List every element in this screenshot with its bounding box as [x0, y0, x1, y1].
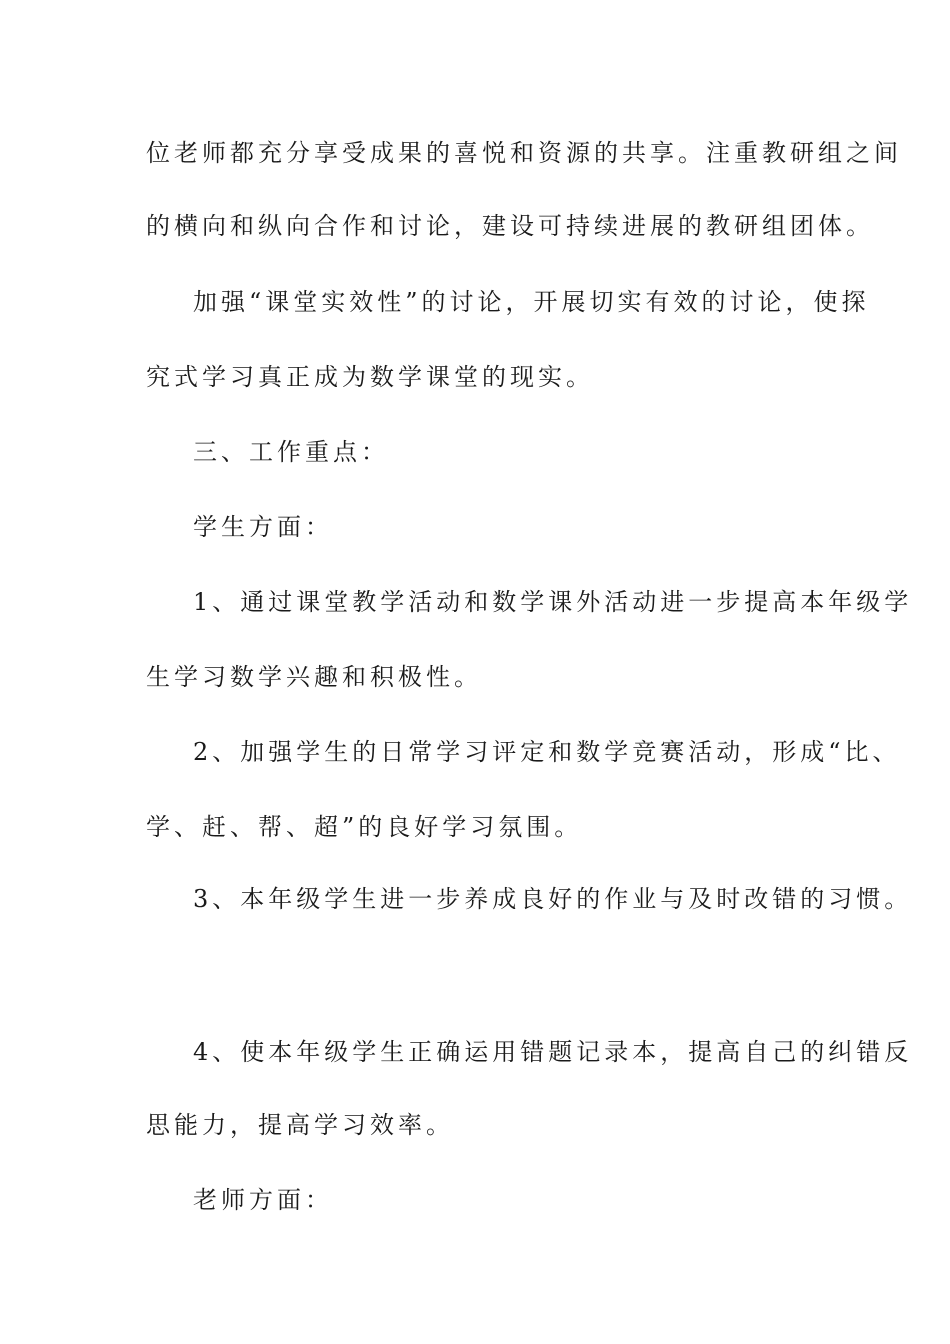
section-heading: 三、工作重点：: [193, 438, 389, 466]
list-item-1-line-1: 1、通过课堂教学活动和数学课外活动进一步提高本年级学: [193, 588, 913, 616]
list-item-2-line-2: 学、赶、帮、超”的良好学习氛围。: [146, 813, 583, 841]
list-item-4-line-1: 4、使本年级学生正确运用错题记录本，提高自己的纠错反: [193, 1038, 913, 1066]
text-line-3: 加强“课堂实效性”的讨论，开展切实有效的讨论，使探: [193, 288, 870, 316]
text-line-4: 究式学习真正成为数学课堂的现实。: [146, 363, 594, 391]
list-item-4-line-2: 思能力，提高学习效率。: [146, 1111, 454, 1139]
subsection-students: 学生方面：: [193, 513, 333, 541]
list-item-1-line-2: 生学习数学兴趣和积极性。: [146, 663, 482, 691]
subsection-teachers: 老师方面：: [193, 1186, 333, 1214]
text-line-2: 的横向和纵向合作和讨论，建设可持续进展的教研组团体。: [146, 212, 874, 240]
text-line-1: 位老师都充分享受成果的喜悦和资源的共享。注重教研组之间: [146, 139, 902, 167]
list-item-3: 3、本年级学生进一步养成良好的作业与及时改错的习惯。: [193, 885, 913, 913]
list-item-2-line-1: 2、加强学生的日常学习评定和数学竞赛活动，形成“比、: [193, 738, 901, 766]
